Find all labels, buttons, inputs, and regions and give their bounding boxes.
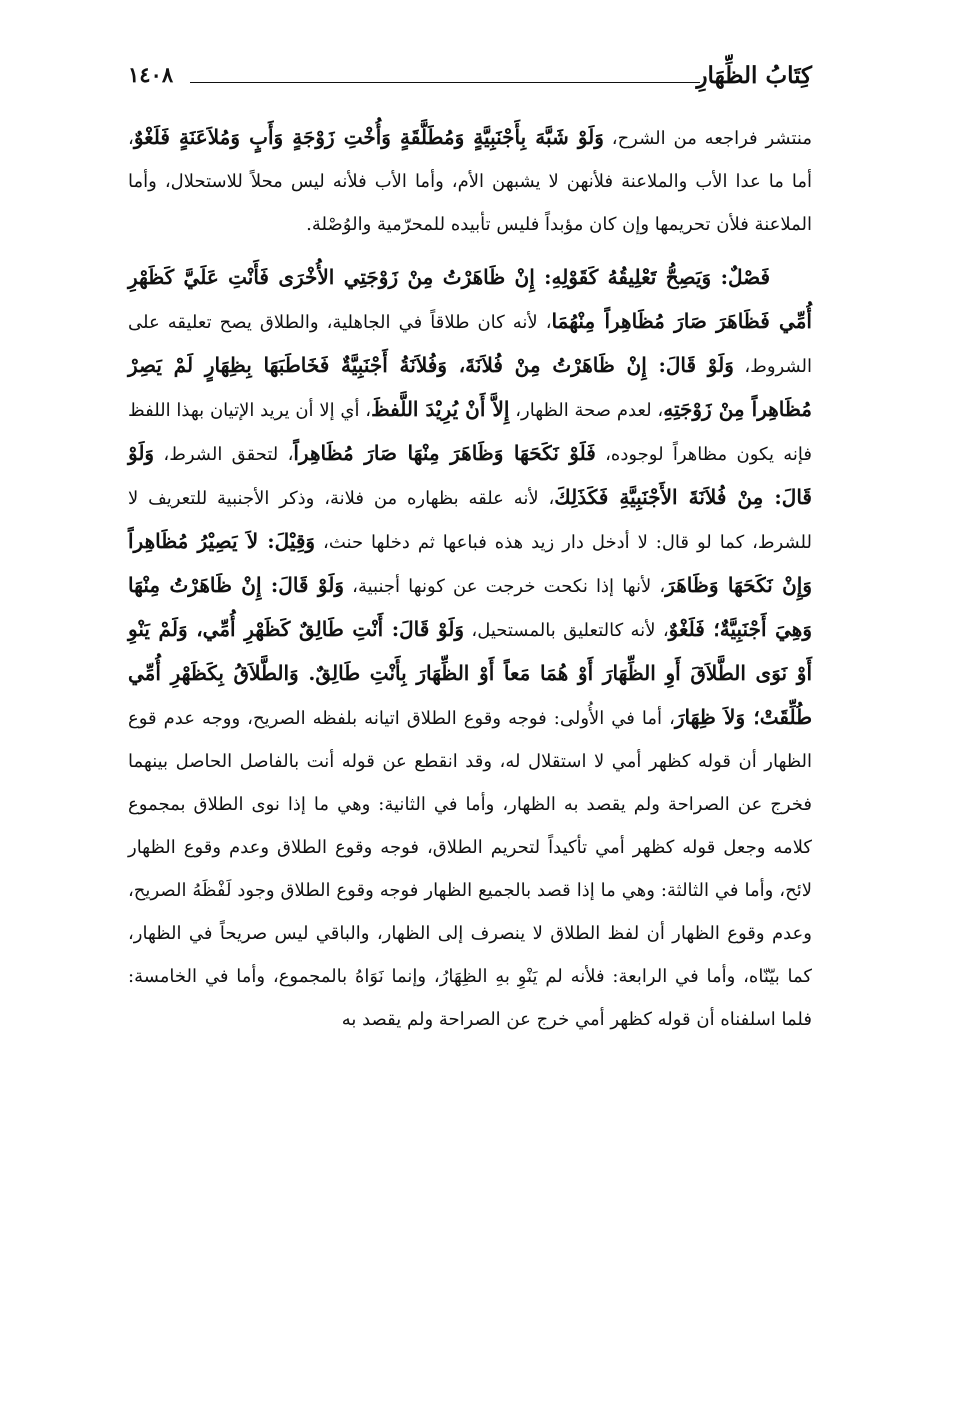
- commentary-text: ، لعدم صحة الظهار،: [509, 400, 664, 421]
- matn-text: وَلَوْ شَبَّهَ بِأَجْنَبِيَّةٍ وَمُطَلَّقَةٍ وَأُخْتِ زَوْجَةٍ وَأَبٍ وَمُلاَعَنَةٍ فَلَغْوٌ: [133, 125, 604, 149]
- commentary-text: ، لأنه علقه بظهاره من فلانة، وذكر الأجنبية للتعريف لا للشرط، كما لو قال: لا أدخل دار زيد هذه فباعها ثم دخلها حنث،: [128, 488, 812, 553]
- commentary-text: ، لأنه كالتعليق بالمستحيل،: [464, 620, 669, 641]
- page-body: [128, 116, 812, 1041]
- running-header: [128, 58, 812, 98]
- matn-text: إِلاَّ أَنْ يُرِيْدَ اللَّفظَ: [371, 397, 510, 421]
- paragraph-2: [128, 256, 812, 1041]
- commentary-text: ، أما في الأُولى: فوجه وقوع الطلاق اتيانه بلفظه الصريح، ووجه عدم قوع الظهار أن قوله كظهر أمي لا استقلال له، وقد انقطع عن قوله أنت بالفاصل الحاصل بينهما فخرج عن الصراحة ولم يقصد به الظهار، وأما في الثانية: وهي ما إذا نوى الطلاق بمجموع كلامه وجعل قوله كظهر أمي تأكيداً لتحريم الطلاق، فوجه وقوع الطلاق وعدم وقوع الظهار لائح، وأما في الثالثة: وهي ما إذا قصد بالجميع الظهار فوجه وقوع الطلاق وجود لَفْظَهُ الصريح، وعدم وقوع الظهار أن لفظ الطلاق لا ينصرف إلى الظهار، والباقي ليس صريحاً في الظهار، كما بيّنّاه، وأما في الرابعة: فلأنه لم يَنْوِ بهِ الظِهَارُ، وإنما نَوَاهُ بالمجموع، وأما في الخامسة: فلما اسلفناه أن قوله كظهر أمي خرج عن الصراحة ولم يقصد به: [128, 708, 812, 1030]
- commentary-text: ، لأنه كان طلاقاً في الجاهلية، والطلاق يصح تعليقه على الشروط،: [128, 312, 812, 377]
- commentary-text: منتشر فراجعه من الشرح،: [603, 128, 812, 149]
- running-title: كِتَابُ الظِّهَارِ: [696, 62, 812, 89]
- commentary-text: ، أي إلا أن يريد الإتيان بهذا اللفظ فإنه يكون مظاهراً لوجوده،: [128, 400, 812, 465]
- matn-text: فَلَوْ نَكَحَهَا وَظَاهَرَ مِنْهَا صَارَ مُظَاهِراً: [293, 441, 596, 465]
- matn-text: وَلَوْ قَالَ: أَنْتِ طَالِقٌ كَظَهْرِ أُمِّي، وَلَمْ يَنْوِ أَوْ نَوَى الطَّلاَقَ أَوِ الظِّهَارَ أَوْ هُمَا مَعاً أَوْ الظِّهَارَ بِأَنْتِ طَالِقٌ. وَالطَّلاَقُ بِكَظَهْرِ أُمِّي طُلِّقَتْ؛ وَلاَ ظِهَارَ: [128, 617, 813, 729]
- matn-text: وَلَوْ قَالَ: إِنْ ظَاهَرْتُ مِنْ فُلاَنَةَ، وَفُلاَنَةُ أَجْنَبِيَّةٌ فَخَاطَبَهَا بِظِهَارٍ لَمْ يَصِرْ مُظَاهِراً مِنْ زَوْجَتِهِ: [128, 353, 813, 421]
- commentary-text: ، لأنها إذا نكحت خرجت عن كونها أجنبية،: [343, 576, 666, 597]
- matn-text: وَلَوْ قَالَ: مِنْ فُلاَنَةَ الأَجْنَبِيَّةِ فَكَذَلِكَ: [128, 441, 812, 509]
- matn-text: وَقِيْلَ: لاَ يَصِيْرُ مُظَاهِراً وَإِنْ نَكَحَهَا وَظَاهَرَ: [128, 529, 813, 597]
- commentary-text: ، لتحقق الشرط،: [154, 444, 294, 465]
- matn-text: وَلَوْ قَالَ: إِنْ ظَاهَرْتُ مِنْهَا وَهِيَ أَجْنَبِيَّةٌ؛ فَلَغْوٌ: [128, 573, 812, 641]
- header-rule: [190, 82, 700, 83]
- matn-text: فَصْلٌ: وَيَصِحُّ تَعْلِيقُهُ كَقَوْلِهِ: إِنْ ظَاهَرْتُ مِنْ زَوْجَتِي الأُخْرَى فَأَنْتِ عَلَيَّ كَظَهْرِ أُمِّي فَظَاهَرَ صَارَ مُظَاهِراً مِنْهُمَا: [128, 265, 812, 333]
- commentary-text: ، أما ما عدا الأب والملاعنة فلأنهن لا يشبهن الأم، وأما الأب فلأنه ليس محلاً للاستحلال، وأما الملاعنة فلأن تحريمها وإن كان مؤبداً فليس تأبيده للمحرّمية والوُصْلة.: [128, 128, 812, 235]
- page-number: ١٤٠٨: [128, 62, 174, 87]
- paragraph-1: [128, 116, 812, 246]
